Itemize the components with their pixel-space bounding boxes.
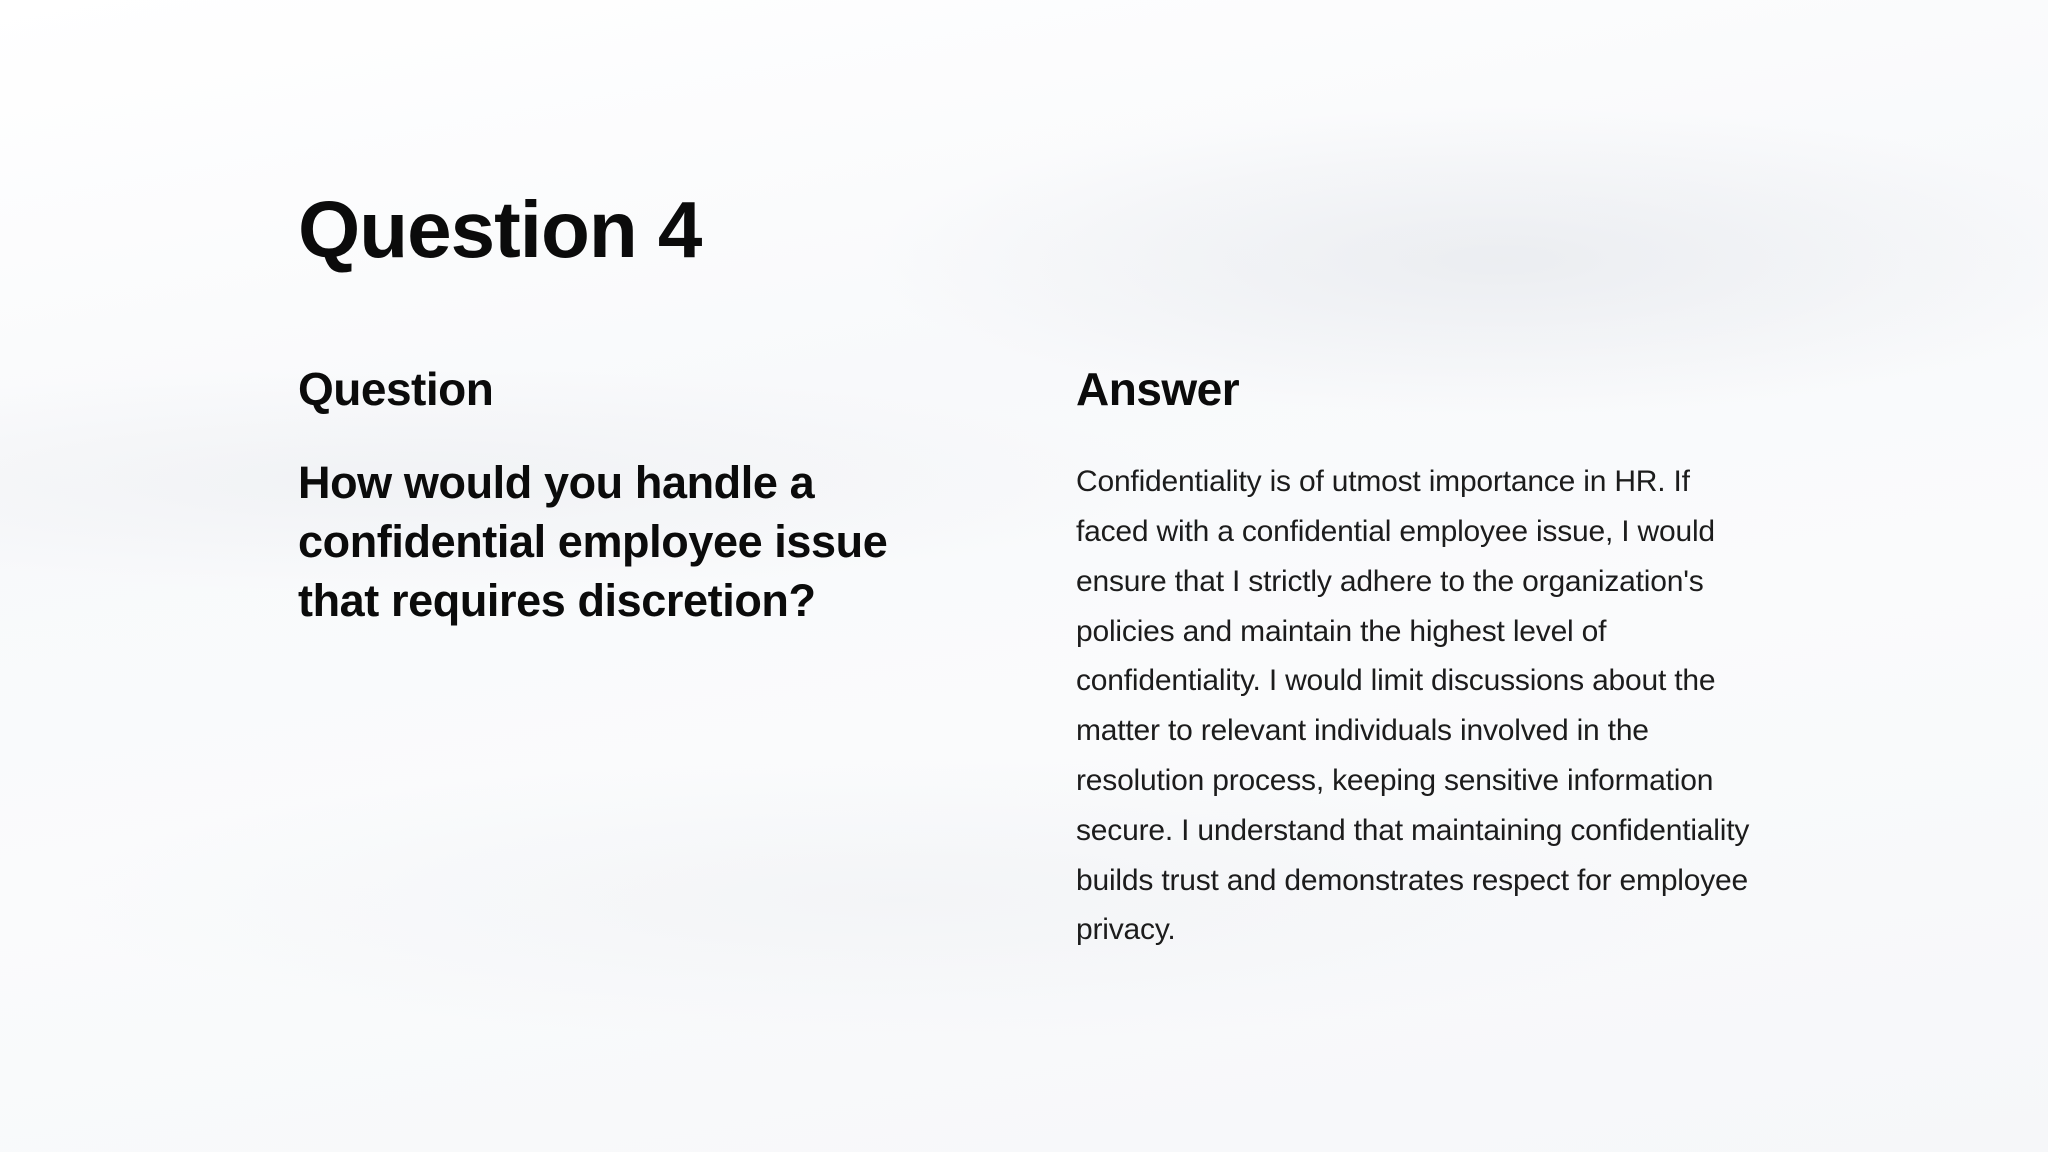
question-column <box>298 362 938 630</box>
slide-title: Question 4 <box>298 185 702 274</box>
answer-heading: Answer <box>1076 363 1240 415</box>
question-text: How would you handle a confidential employee issue that requires discretion? <box>298 457 888 627</box>
question-heading: Question <box>298 363 494 415</box>
answer-column <box>1076 362 1756 955</box>
answer-text: Confidentiality is of utmost importance in HR. If faced with a confidential employee issue, I would ensure that I strictly adhere to the organization's policies and maintain the highest level of confidentiality. I would limit discussions about the matter to relevant individuals involved in the resolution process, keeping sensitive information secure. I understand that maintaining confidentiality builds trust and demonstrates respect for employee privacy. <box>1076 465 1750 947</box>
